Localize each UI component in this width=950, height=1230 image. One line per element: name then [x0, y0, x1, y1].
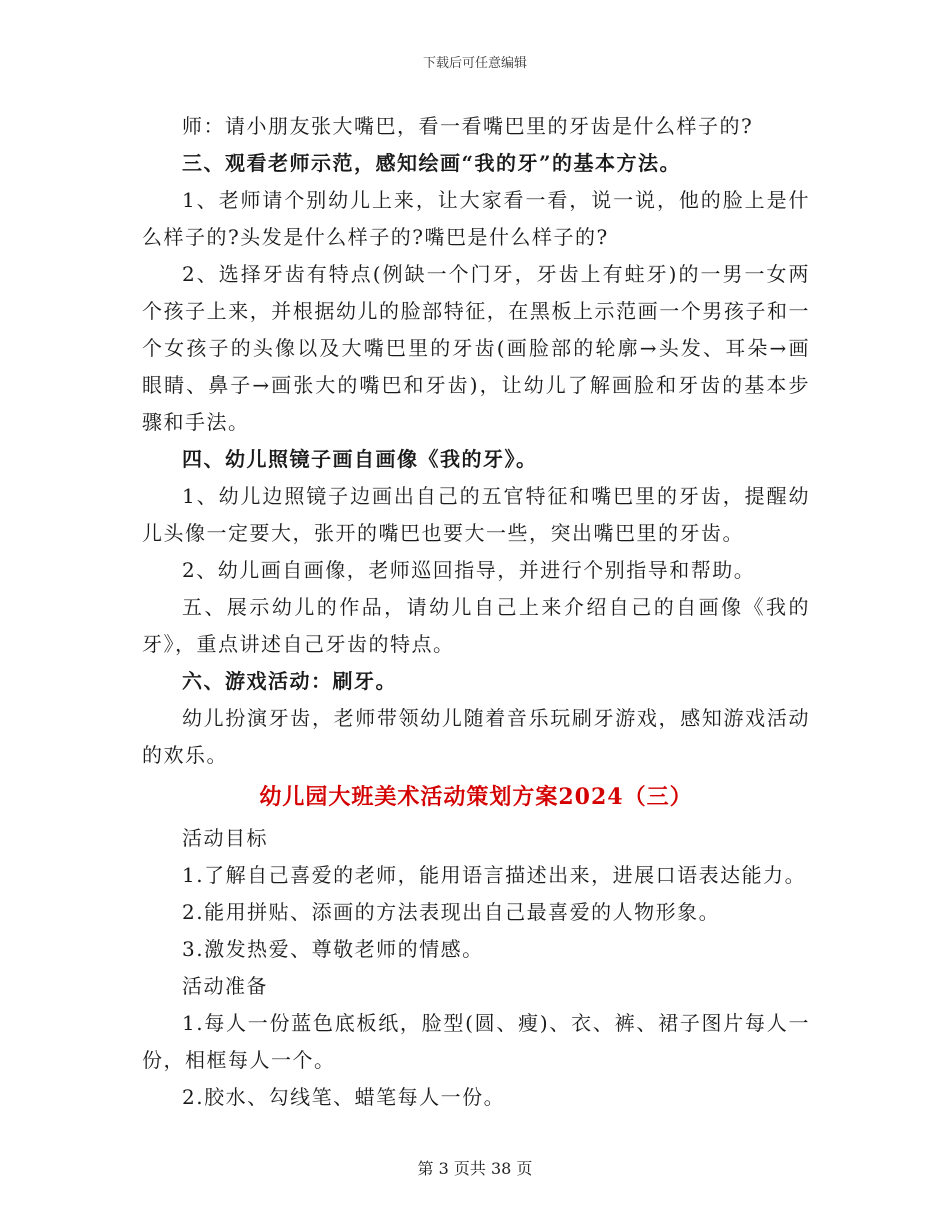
paragraph: 活动目标 [182, 826, 268, 850]
paragraph: 幼儿扮演牙齿，老师带领幼儿随着音乐玩刷牙游戏，感知游戏活动的欢乐。 [142, 706, 810, 767]
paragraph: 2、幼儿画自画像，老师巡回指导，并进行个别指导和帮助。 [182, 558, 756, 582]
document-body [142, 108, 810, 1116]
paragraph: 1.每人一份蓝色底板纸，脸型(圆、瘦)、衣、裤、裙子图片每人一份，相框每人一个。 [142, 1011, 810, 1072]
paragraph: 活动准备 [182, 974, 268, 998]
paragraph: 2.能用拼贴、添画的方法表现出自己最喜爱的人物形象。 [182, 900, 721, 924]
section-heading: 六、游戏活动：刷牙。 [182, 669, 397, 693]
section-heading: 三、观看老师示范，感知绘画“我的牙”的基本方法。 [182, 151, 682, 175]
section-heading: 四、幼儿照镜子画自画像《我的牙》。 [182, 447, 538, 471]
page-footer: 第 3 页共 38 页 [417, 1159, 533, 1178]
header-note: 下载后可任意编辑 [422, 56, 527, 71]
paragraph: 2、选择牙齿有特点(例缺一个门牙，牙齿上有蛀牙)的一男一女两个孩子上来，并根据幼儿的脸部特征，在黑板上示范画一个男孩子和一个女孩子的头像以及大嘴巴里的牙齿(画脸部的轮廓→头发、耳朵→画眼睛、鼻子→画张大的嘴巴和牙齿)，让幼儿了解画脸和牙齿的基本步骤和手法。 [142, 262, 810, 434]
paragraph: 五、展示幼儿的作品，请幼儿自己上来介绍自己的自画像《我的牙》，重点讲述自己牙齿的特点。 [142, 595, 810, 656]
paragraph: 1、幼儿边照镜子边画出自己的五官特征和嘴巴里的牙齿，提醒幼儿头像一定要大，张开的嘴巴也要大一些，突出嘴巴里的牙齿。 [142, 484, 810, 545]
paragraph: 3.激发热爱、尊敬老师的情感。 [182, 937, 484, 961]
paragraph: 1.了解自己喜爱的老师，能用语言描述出来，进展口语表达能力。 [182, 863, 807, 887]
paragraphs-after [142, 820, 810, 1116]
paragraphs-before [142, 108, 810, 774]
paragraph: 1、老师请个别幼儿上来，让大家看一看，说一说，他的脸上是什么样子的?头发是什么样子的?嘴巴是什么样子的? [142, 188, 810, 249]
section-title: 幼儿园大班美术活动策划方案2024（三） [259, 784, 693, 810]
paragraph: 师：请小朋友张大嘴巴，看一看嘴巴里的牙齿是什么样子的? [182, 114, 754, 138]
paragraph: 2.胶水、勾线笔、蜡笔每人一份。 [182, 1085, 506, 1109]
